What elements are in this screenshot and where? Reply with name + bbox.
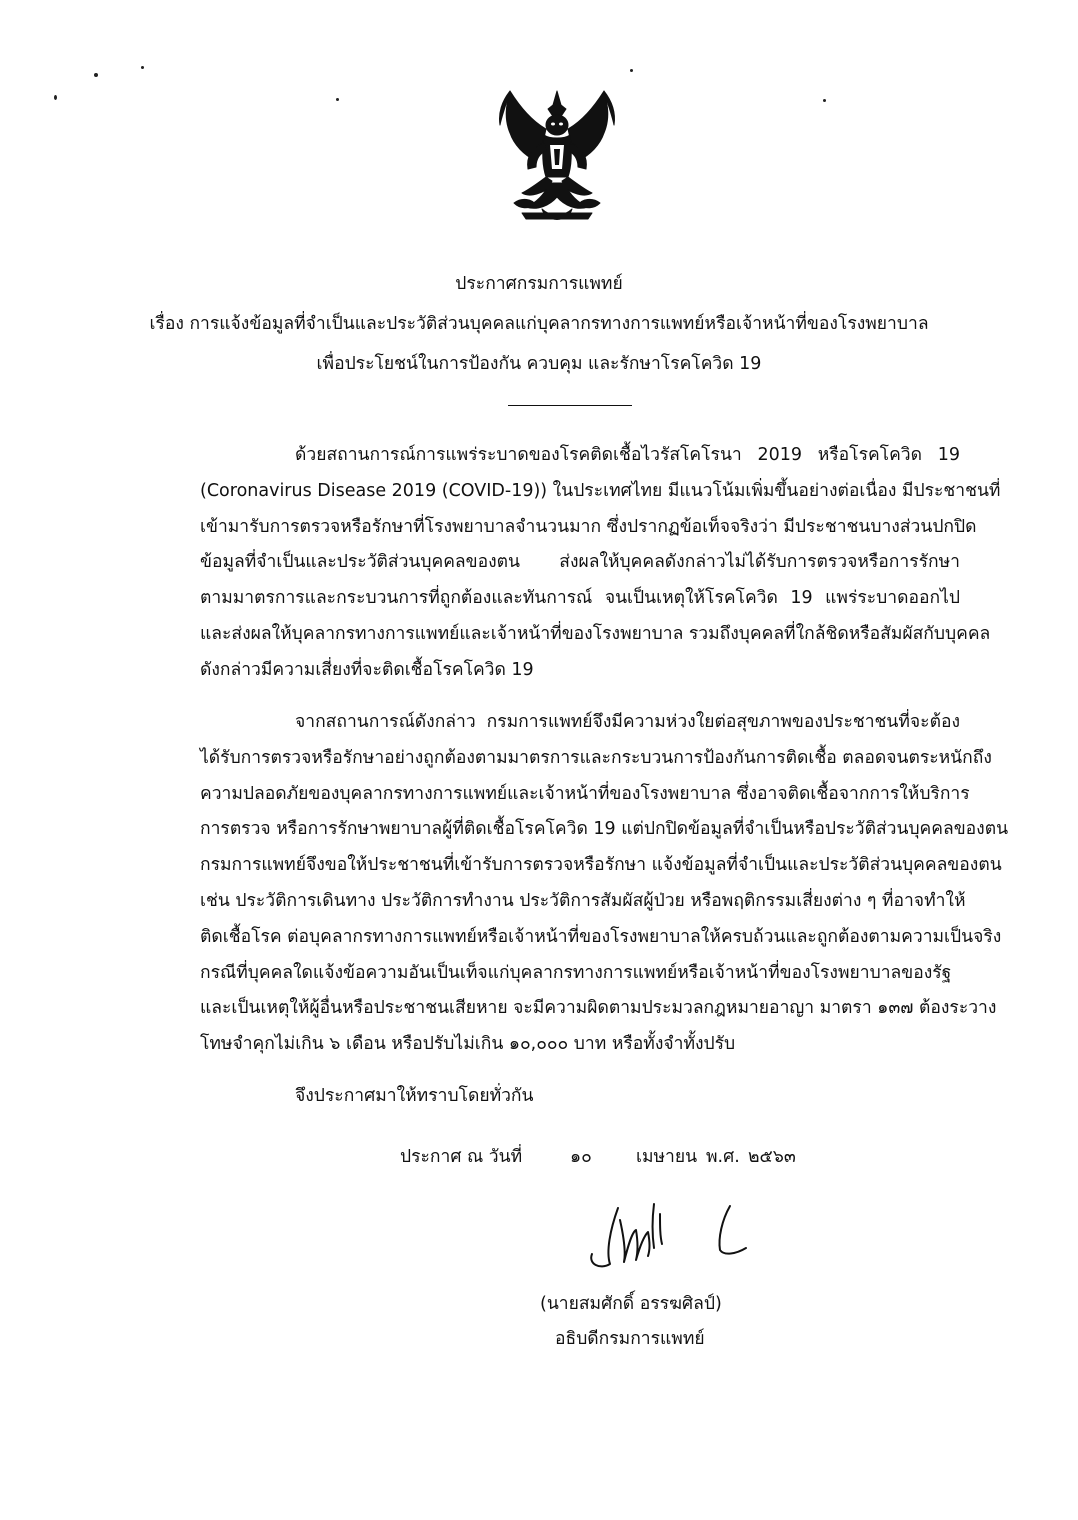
signatory-position: อธิบดีกรมการแพทย์ xyxy=(555,1329,705,1349)
issuer-title: ประกาศกรมการแพทย์ xyxy=(455,274,623,294)
title-divider xyxy=(508,405,632,406)
date-era: พ.ศ. xyxy=(706,1147,740,1167)
paragraph-line: ความปลอดภัยของบุคลากรทางการแพทย์และเจ้าหน้าที่ของโรงพยาบาล ซึ่งอาจติดเชื้อจากการให้บริการ xyxy=(200,783,970,804)
signatory-name: (นายสมศักดิ์ อรรฆศิลป์) xyxy=(540,1294,722,1314)
date-month: เมษายน xyxy=(636,1147,698,1167)
scan-speck xyxy=(336,98,339,101)
paragraph-line: เช่น ประวัติการเดินทาง ประวัติการทำงาน ประวัติการสัมผัสผู้ป่วย หรือพฤติกรรมเสี่ยงต่าง ๆ ที่อาจทำให้ xyxy=(200,890,966,911)
paragraph-line: จากสถานการณ์ดังกล่าว กรมการแพทย์จึงมีความห่วงใยต่อสุขภาพของประชาชนที่จะต้อง xyxy=(295,712,960,732)
date-prefix: ประกาศ ณ วันที่ xyxy=(400,1147,523,1167)
garuda-emblem-icon xyxy=(492,85,622,230)
subject-line: เพื่อประโยชน์ในการป้องกัน ควบคุม และรักษาโรคโควิด 19 xyxy=(316,354,762,374)
paragraph-line: ดังกล่าวมีความเสี่ยงที่จะติดเชื้อโรคโควิด 19 xyxy=(200,659,534,680)
body-paragraph xyxy=(200,438,1001,689)
paragraph-line: เข้ามารับการตรวจหรือรักษาที่โรงพยาบาลจำนวนมาก ซึ่งปรากฏข้อเท็จจริงว่า มีประชาชนบางส่วนปกปิด xyxy=(200,516,977,537)
body-paragraph xyxy=(200,705,1009,1063)
date-day: ๑๐ xyxy=(570,1147,592,1167)
paragraph-line: การตรวจ หรือการรักษาพยาบาลผู้ที่ติดเชื้อโรคโควิด 19 แต่ปกปิดข้อมูลที่จำเป็นหรือประวัติส่วนบุคคลของตน xyxy=(200,819,1009,840)
paragraph-line: โทษจำคุกไม่เกิน ๖ เดือน หรือปรับไม่เกิน ๑๐,๐๐๐ บาท หรือทั้งจำทั้งปรับ xyxy=(200,1034,736,1055)
scan-speck xyxy=(94,73,98,77)
subject-line: เรื่อง การแจ้งข้อมูลที่จำเป็นและประวัติส่วนบุคคลแก่บุคลากรทางการแพทย์หรือเจ้าหน้าที่ของโรงพยาบาล xyxy=(149,314,929,334)
handwritten-signature xyxy=(580,1190,755,1280)
date-year: ๒๕๖๓ xyxy=(748,1147,796,1167)
scan-speck xyxy=(823,99,826,102)
paragraph-line: และเป็นเหตุให้ผู้อื่นหรือประชาชนเสียหาย จะมีความผิดตามประมวลกฎหมายอาญา มาตรา ๑๓๗ ต้องระวาง xyxy=(200,998,997,1019)
scan-speck xyxy=(630,69,633,72)
paragraph-line: (Coronavirus Disease 2019 (COVID-19)) ในประเทศไทย มีแนวโน้มเพิ่มขึ้นอย่างต่อเนื่อง มีประชาชนที่ xyxy=(200,480,1001,501)
paragraph-line: ติดเชื้อโรค ต่อบุคลากรทางการแพทย์หรือเจ้าหน้าที่ของโรงพยาบาลให้ครบถ้วนและถูกต้องตามความเป็นจริง xyxy=(200,926,1002,947)
paragraph-line: และส่งผลให้บุคลากรทางการแพทย์และเจ้าหน้าที่ของโรงพยาบาล รวมถึงบุคคลที่ใกล้ชิดหรือสัมผัสกับบุคคล xyxy=(200,623,991,644)
paragraph-line: ตามมาตรการและกระบวนการที่ถูกต้องและทันการณ์ จนเป็นเหตุให้โรคโควิด 19 แพร่ระบาดออกไป xyxy=(200,588,960,609)
paragraph-line: ด้วยสถานการณ์การแพร่ระบาดของโรคติดเชื้อไวรัสโคโรนา 2019 หรือโรคโควิด 19 xyxy=(295,445,960,465)
scan-speck xyxy=(54,95,57,100)
paragraph-line: กรณีที่บุคคลใดแจ้งข้อความอันเป็นเท็จแก่บุคลากรทางการแพทย์หรือเจ้าหน้าที่ของโรงพยาบาลของรัฐ xyxy=(200,962,952,983)
paragraph-line: ข้อมูลที่จำเป็นและประวัติส่วนบุคคลของตน ส่งผลให้บุคคลดังกล่าวไม่ได้รับการตรวจหรือการรักษา xyxy=(200,552,960,573)
closing-statement: จึงประกาศมาให้ทราบโดยทั่วกัน xyxy=(295,1086,534,1106)
paragraph-line: กรมการแพทย์จึงขอให้ประชาชนที่เข้ารับการตรวจหรือรักษา แจ้งข้อมูลที่จำเป็นและประวัติส่วนบุคคลของตน xyxy=(200,855,1002,876)
paragraph-line: ได้รับการตรวจหรือรักษาอย่างถูกต้องตามมาตรการและกระบวนการป้องกันการติดเชื้อ ตลอดจนตระหนักถึง xyxy=(200,747,992,768)
scan-speck xyxy=(141,66,144,69)
